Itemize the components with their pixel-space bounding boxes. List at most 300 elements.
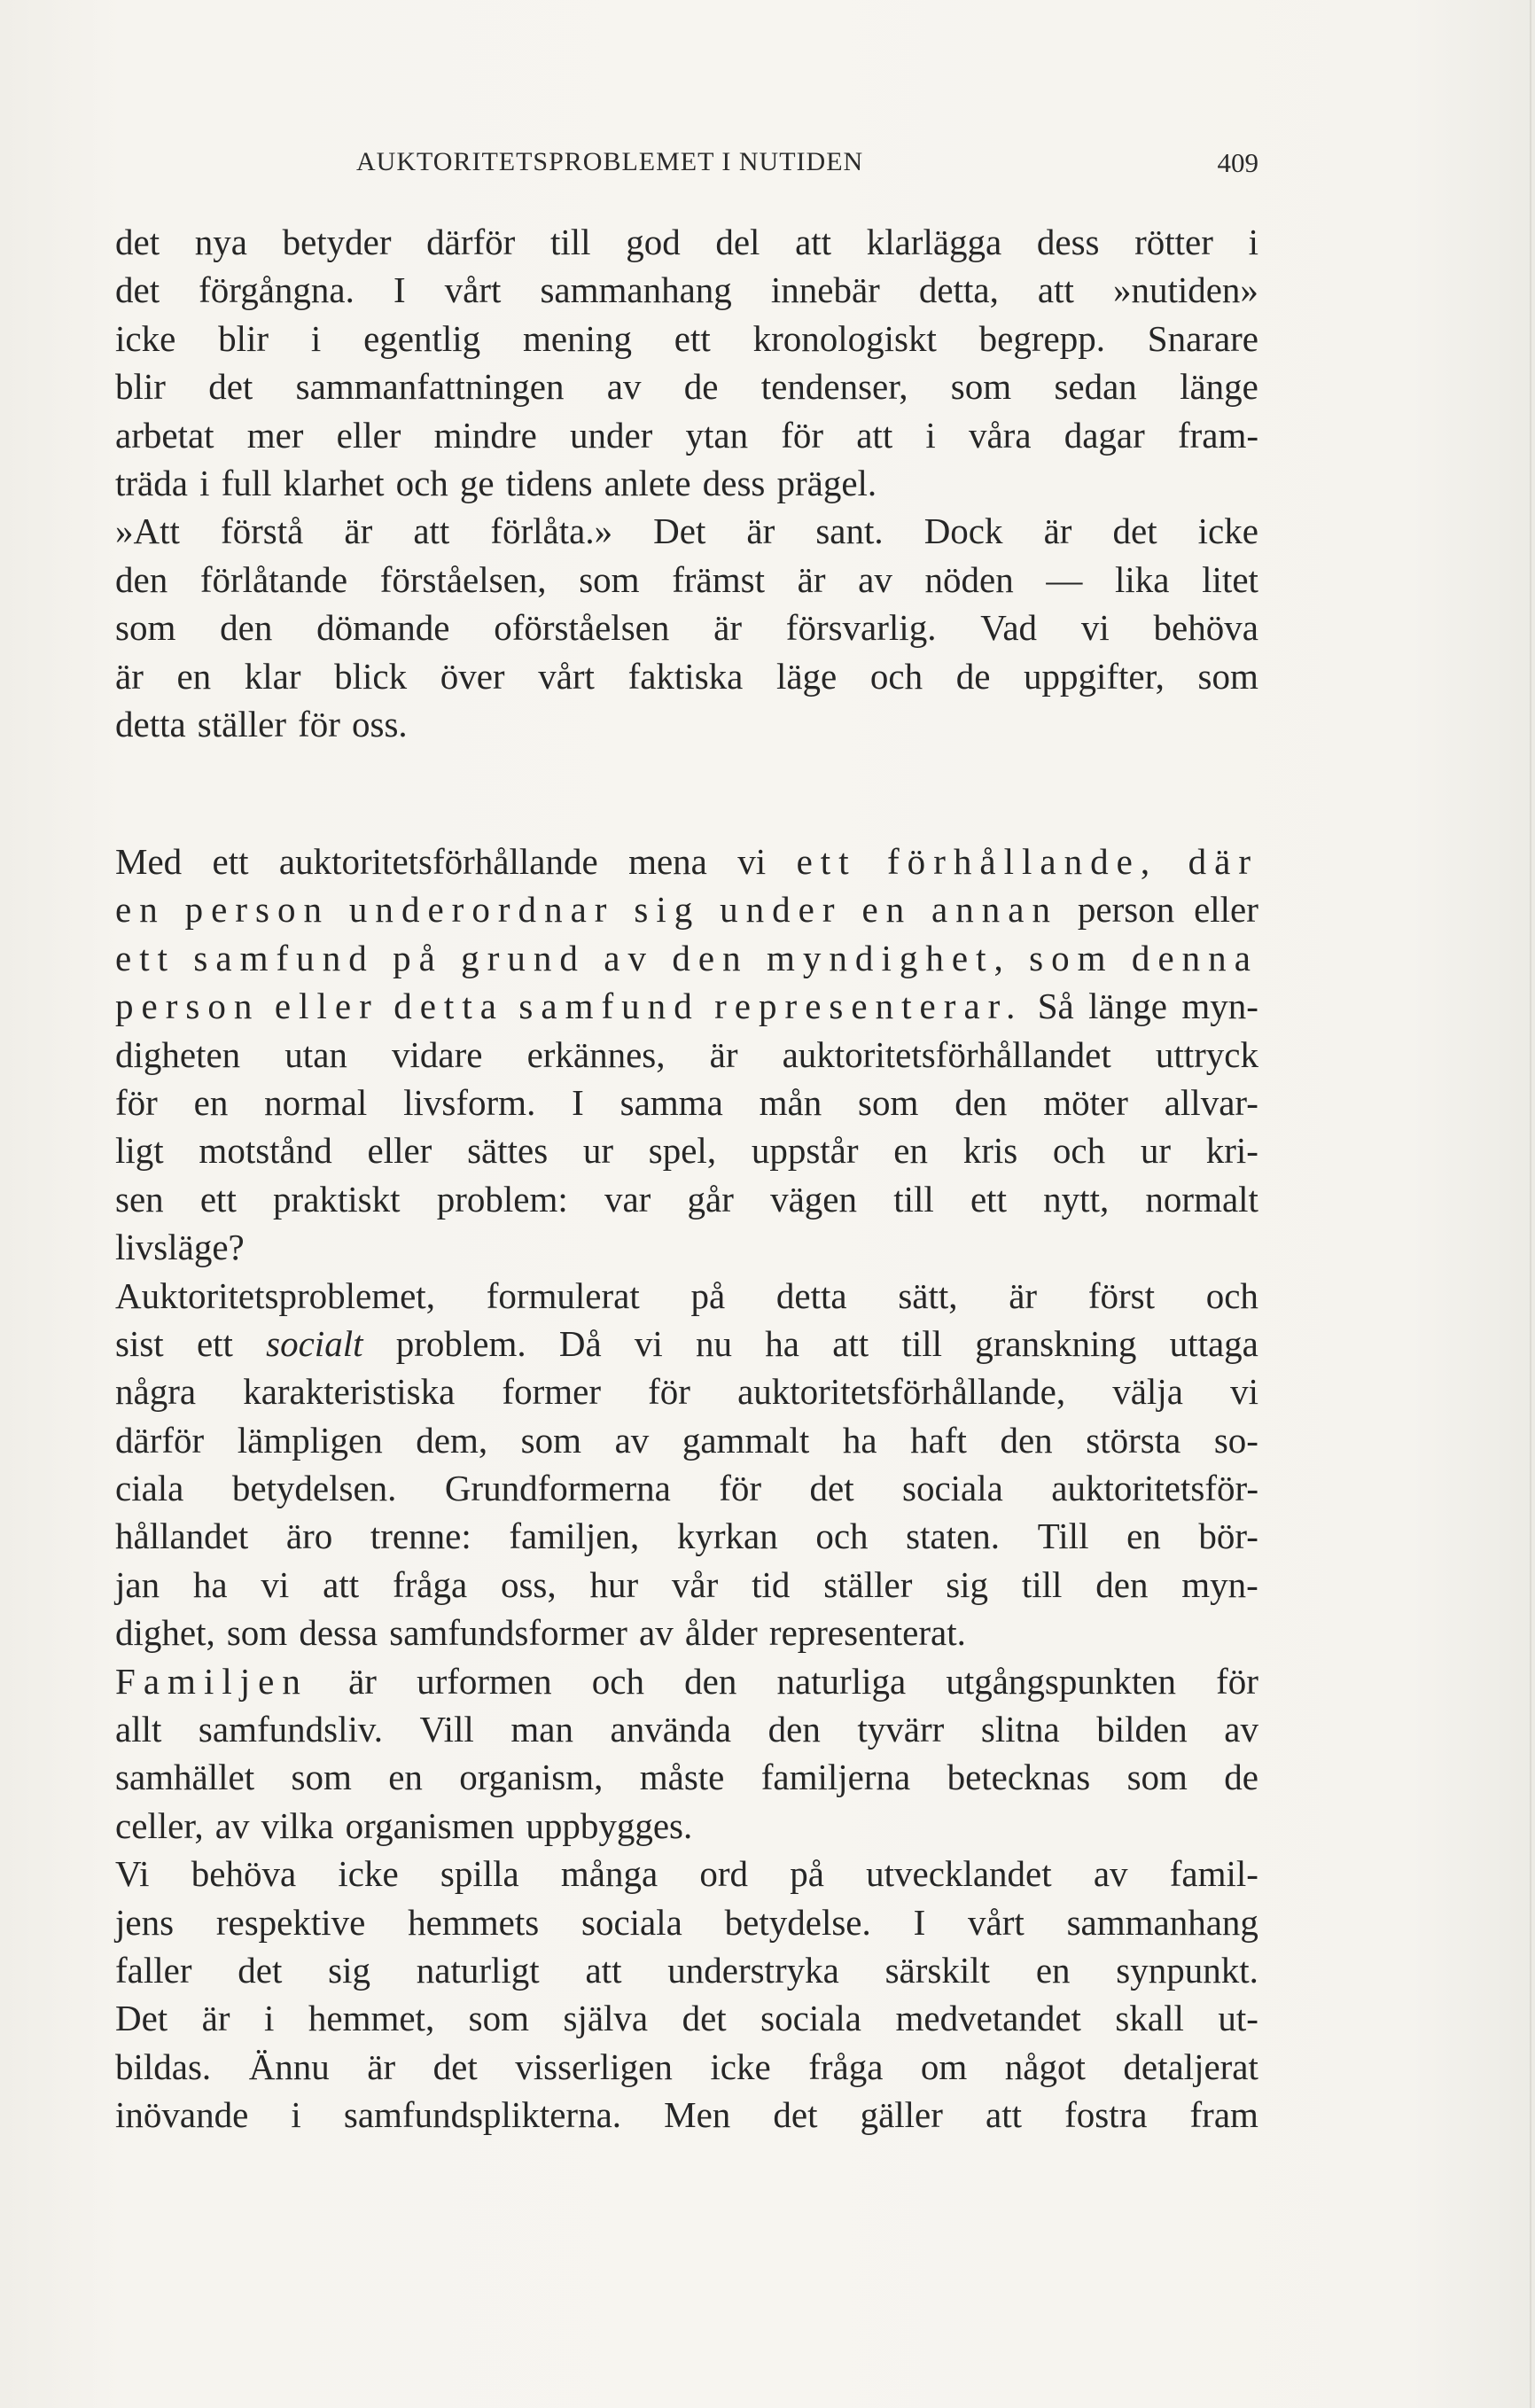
word: samfundsliv. [198,1709,383,1750]
word: och [815,1516,869,1557]
word: på [690,1274,726,1316]
word: det [682,1998,727,2039]
word: dighet, [115,1612,215,1654]
word: därför [426,222,516,262]
word: måste [639,1757,725,1798]
word: som [226,1612,288,1654]
word: förlåtande [199,558,348,600]
word: sig [946,1563,989,1605]
word: behöva [191,1853,297,1895]
word: behöva [1153,607,1258,649]
word: ett [196,1322,233,1364]
word: problem: [436,1178,568,1220]
word: bilden [1096,1709,1188,1750]
word: I [393,269,406,311]
word: att [1037,269,1074,311]
word: nu [696,1322,733,1364]
word: betydelsen. [231,1468,397,1509]
word: på [790,1853,824,1895]
text-line [115,1320,1258,1368]
text-line [115,885,1258,933]
word: blick [334,655,408,697]
word: eller [336,414,401,456]
word: för [648,1371,690,1413]
word: oförståelsen [494,607,670,649]
word: »nutiden» [1112,269,1258,311]
word: detaljerat [1123,2046,1258,2087]
text-line [115,315,1258,362]
word: till [1021,1563,1063,1605]
word: allvar- [1164,1081,1258,1123]
word: lika [1115,558,1170,600]
word: ha [192,1563,228,1605]
word: faktiska [627,655,744,697]
text-line [115,700,1258,748]
word: att [832,1322,869,1364]
word: mindre [433,414,537,456]
word: en [1126,1516,1161,1557]
word: ge [459,462,495,503]
text-line [115,1753,1258,1801]
word: Vi [115,1853,150,1895]
word: normalt [1145,1178,1258,1220]
word: en [115,889,166,931]
word: vägen [770,1178,857,1220]
word: person [115,986,261,1027]
word: staten. [906,1516,1001,1557]
word: största [1086,1419,1181,1461]
word: myndighet, [766,937,1011,978]
word: den [955,1081,1008,1123]
word: att [795,222,832,262]
word: vårt [444,269,502,311]
word: de [1224,1757,1258,1798]
word: de [955,655,991,697]
word: oss. [352,703,408,744]
text-line [115,1175,1258,1223]
word: vidare [392,1033,483,1075]
word: Det [115,1998,168,2039]
word: ett [796,841,857,882]
word: allt [115,1709,162,1750]
word: är [797,558,826,600]
word: till [893,1178,934,1220]
word: medvetandet [895,1998,1081,2039]
word: samhället [115,1757,255,1798]
word: praktiskt [273,1178,401,1220]
word: klar [244,655,301,697]
word: inövande [115,2094,249,2136]
word: de [683,366,719,408]
text-line [115,362,1258,410]
word: ställer [823,1563,913,1605]
word: det [115,269,160,311]
word: synpunkt. [1116,1949,1258,1991]
word: sammanfattningen [295,366,565,408]
word: detta [775,1274,847,1316]
word: förståelsen, [379,558,547,600]
word: klarhet [283,462,385,503]
word: som [950,366,1012,408]
text-line [115,838,1258,885]
word: representerat. [768,1612,966,1654]
word: Vill [419,1709,474,1750]
word: erkännes, [526,1033,666,1075]
text-line [115,1994,1258,2042]
word: länge [1180,366,1258,408]
word: tid [752,1563,791,1605]
word: i [291,2094,301,2136]
word: auktoritetsförhållande, [737,1371,1066,1413]
word: som [1126,1757,1188,1798]
word: auktoritetsförhållandet [782,1033,1111,1075]
word: ut- [1218,1998,1258,2039]
text-line [115,1898,1258,1946]
word: och [1052,1130,1106,1172]
word: som [520,1419,582,1461]
word: kyrkan [676,1516,778,1557]
word: egentlig [363,317,481,359]
word: utgångspunkten [946,1660,1176,1702]
text-line [115,1802,1258,1850]
word: själva [563,1998,649,2039]
word: sedan [1054,366,1137,408]
word: är [367,2046,396,2087]
word: betecknas [947,1757,1091,1798]
word: en [388,1757,423,1798]
word: naturliga [776,1660,907,1702]
text-line [115,2091,1258,2139]
word: våra [968,414,1032,456]
word: Dock [923,510,1003,552]
word: som [858,1081,919,1123]
word: samma [619,1081,723,1123]
running-title: AUKTORITETSPROBLEMET I NUTIDEN [356,147,864,176]
word: spel, [648,1130,717,1172]
word: utvecklandet [866,1853,1052,1895]
word: försvarlig. [785,607,937,649]
word: sist [115,1322,164,1364]
page-edge [1530,0,1531,2408]
text-line [115,556,1258,604]
word: och [869,655,923,697]
text-line [115,604,1258,651]
word: att [585,1949,622,1991]
word: bildas. [115,2046,212,2087]
word: under [569,414,653,456]
word: av [1093,1853,1128,1895]
word: motstånd [199,1130,332,1172]
word: myn- [1181,986,1258,1027]
word: annan [931,889,1059,931]
word: träda [115,462,188,503]
word: och [1205,1274,1258,1316]
word: av [639,1612,674,1654]
text-line [115,1946,1258,1994]
word: det [773,2094,818,2136]
word: blir [218,317,269,359]
word: och [395,462,448,503]
word: sättes [467,1130,549,1172]
word: uttryck [1155,1033,1258,1075]
word: hur [589,1563,639,1605]
word: Det [653,510,706,552]
word: begrepp. [978,317,1105,359]
word: utan [284,1033,347,1075]
word: är [348,1660,377,1702]
word: Så [1037,986,1074,1027]
word: en [893,1130,928,1172]
word: som [115,607,176,649]
word: av [606,366,642,408]
text-line [115,507,1258,555]
text-line [115,1368,1258,1415]
word: betydelse. [724,1901,871,1943]
word: ytan [685,414,749,456]
word: auktoritetsför- [1051,1468,1258,1509]
word: kronologiskt [752,317,937,359]
word: betyder [282,222,392,262]
word: icke [338,1853,399,1895]
word: sociala [581,1901,682,1943]
word: var [604,1178,651,1220]
word: sant. [815,510,884,552]
word: »Att [115,510,180,552]
word: ur [1140,1130,1172,1172]
text-line [115,266,1258,314]
text-line [115,934,1258,982]
word: ställer [197,703,286,744]
text-line [115,1031,1258,1079]
word: det [1112,510,1157,552]
word: so- [1213,1419,1258,1461]
word: ålder [684,1612,758,1654]
word: sammanhang [1066,1901,1258,1943]
word: tendenser, [760,366,908,408]
word: några [115,1371,197,1413]
word: respektive [215,1901,366,1943]
word: vilka [261,1804,334,1846]
word: auktoritetsförhållande [278,841,598,882]
word: en [176,655,212,697]
word: är [713,607,742,649]
word: Men [664,2094,731,2136]
word: ett [970,1178,1007,1220]
page-number: 409 [1217,147,1258,178]
word: för [115,1081,158,1123]
word: prägel. [776,462,877,503]
word: sammanhang [540,269,732,311]
word: organismen [345,1804,515,1846]
text-line [115,459,1258,507]
word: normal [264,1081,368,1123]
word: hemmet, [308,1998,435,2039]
word: av [214,1804,250,1846]
word: som [579,558,640,600]
word: äro [285,1516,333,1557]
word: nöden [924,558,1014,600]
word: något [1004,2046,1086,2087]
word: först [1087,1274,1155,1316]
word: trenne: [370,1516,471,1557]
word: samfundsplikterna. [343,2094,622,2136]
word: under [720,889,843,931]
word: dess [1036,222,1100,262]
word: den [768,1709,821,1750]
word: person [184,889,331,931]
word: representerar. [714,986,1024,1027]
word: att [986,2094,1022,2136]
word: jan [115,1563,160,1605]
word: ligt [115,1130,164,1172]
word: litet [1202,558,1258,600]
word: av [1224,1709,1258,1750]
word: faller [115,1949,192,1991]
word: förhållande, [887,841,1158,882]
word: många [560,1853,658,1895]
word: om [920,2046,968,2087]
word: samfund [193,937,375,978]
word: sen [115,1178,164,1220]
word: fostra [1064,2094,1148,2136]
word: vårt [968,1901,1025,1943]
word: familjerna [760,1757,911,1798]
word: en [1035,1949,1071,1991]
word: främst [672,558,765,600]
word: är [115,655,144,697]
text-line [115,2043,1258,2091]
word: på [393,937,443,978]
word: gammalt [682,1419,810,1461]
word: haft [910,1419,967,1461]
word: det [115,222,160,262]
text-line [115,1126,1258,1174]
word: icke [710,2046,771,2087]
word: socialt [266,1322,363,1364]
word: av [858,558,892,600]
word: förlåta.» [490,510,613,552]
text-line [115,982,1258,1030]
word: detta [393,986,504,1027]
word: det [238,1949,283,1991]
word: Till [1037,1516,1089,1557]
word: att [413,510,450,552]
word: en [861,889,913,931]
word: Auktoritetsproblemet, [115,1274,435,1316]
word: samfund [518,986,700,1027]
word: av [614,1419,650,1461]
word: nytt, [1043,1178,1110,1220]
word: Snarare [1147,317,1258,359]
word: för [781,414,824,456]
word: rötter [1134,222,1213,262]
word: del [715,222,760,262]
word: myn- [1181,1563,1258,1605]
word: naturligt [416,1949,540,1991]
word: ett [212,841,249,882]
word: icke [1197,510,1258,552]
word: i [1248,222,1258,262]
word: sätt, [898,1274,958,1316]
word: Med [115,841,183,882]
word: för [719,1468,762,1509]
word: digheten [115,1033,241,1075]
word: är [201,1998,230,2039]
word: är [1009,1274,1038,1316]
word: ett [674,317,711,359]
word: vi [634,1322,663,1364]
word: ett [115,937,176,978]
word: ett [199,1178,237,1220]
word: där [1188,841,1258,882]
word: detta [115,703,186,744]
word: Vad [980,607,1038,649]
word: detta, [918,269,999,311]
word: i [199,462,210,503]
word: mena [628,841,707,882]
word: ha [765,1322,799,1364]
word: grund [461,937,586,978]
word: förstå [220,510,304,552]
word: eller [1194,889,1258,931]
word: vi [1230,1371,1258,1413]
word: icke [115,317,176,359]
word: slitna [980,1709,1060,1750]
word: Familjen [115,1660,308,1702]
word: det [208,366,253,408]
word: ur [582,1130,614,1172]
word: det [432,2046,478,2087]
text-line [115,1272,1258,1320]
text-line [115,1512,1258,1560]
word: famil- [1169,1853,1258,1895]
text-line [115,1079,1258,1126]
word: att [856,414,893,456]
word: går [687,1178,734,1220]
word: kris [962,1130,1018,1172]
word: understryka [667,1949,839,1991]
word: i [310,317,322,359]
word: full [221,462,272,503]
word: visserligen [515,2046,673,2087]
word: blir [115,366,166,408]
word: möter [1043,1081,1128,1123]
word: vi [737,841,767,882]
word: den [684,1660,737,1702]
word: underordnar [348,889,615,931]
word: är [344,510,373,552]
word: och [591,1660,644,1702]
word: nya [194,222,247,262]
word: av [604,937,655,978]
word: den [1095,1563,1149,1605]
text-line [115,1561,1258,1609]
word: läge [775,655,838,697]
word: är [746,510,775,552]
word: tyvärr [857,1709,945,1750]
word: för [1216,1660,1258,1702]
word: ciala [115,1468,184,1509]
word: till [901,1322,942,1364]
word: dessa [299,1612,378,1654]
word: sig [328,1949,370,1991]
word: i [264,1998,275,2039]
word: särskilt [884,1949,991,1991]
text-line [115,1416,1258,1464]
word: den [220,607,273,649]
word: man [510,1709,573,1750]
word: fram- [1177,414,1258,456]
